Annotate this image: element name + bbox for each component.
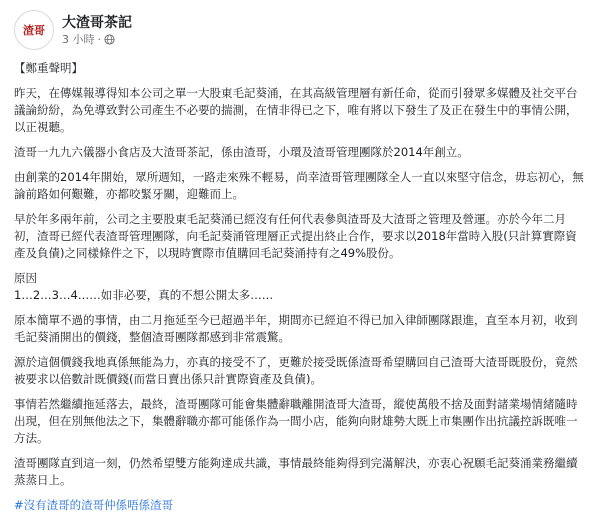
post-paragraph: 由創業的2014年開始，眾所週知，一路走來殊不輕易，尚幸渣哥管理團隊全人一直以來堅守信念，毋忘初心，無論前路如何艱難，亦都咬緊牙關，迎難而上。 bbox=[14, 170, 584, 201]
post-meta bbox=[62, 14, 132, 47]
post-paragraph: 昨天，在傳媒報導得知本公司之單一大股東毛記葵涌，在其高級管理層有新任命，從而引發眾多媒體及社交平台議論紛紛，為免導致對公司產生不必要的揣測，在情非得已之下，唯有將以下發生了及正在發生中的事情公開，以正視聽。 bbox=[14, 86, 578, 134]
globe-icon bbox=[104, 34, 115, 45]
post-paragraph: 原本簡單不過的事情，由二月拖延至今已超過半年，期間亦已經迫不得已加入律師團隊跟進，直至本月初，收到毛記葵涌開出的價錢，整個渣哥團隊都感到非常震驚。 bbox=[14, 313, 578, 344]
post-paragraph: 早於年多兩年前，公司之主要股東毛記葵涌已經沒有任何代表參與渣哥及大渣哥之管理及營運。亦於今年二月初，渣哥已經代表渣哥管理團隊，向毛記葵涌管理層正式提出終止合作，要求以2018年當時入股(只計算實際資產及負債)之同樣條件之下，以現時實際市值購回毛記葵涌持有之49%股份。 bbox=[14, 212, 577, 260]
avatar-logo-text: 渣哥 bbox=[23, 24, 45, 37]
post-paragraph: 渣哥一九九六儀器小食店及大渣哥茶記，係由渣哥，小環及渣哥管理團隊於2014年創立。 bbox=[14, 145, 469, 159]
post-title: 【鄭重聲明】 bbox=[14, 61, 83, 75]
post-paragraph: 事情若然繼續拖延落去，最終，渣哥團隊可能會集體辭職離開渣哥大渣哥，縱使萬般不捨及面對諸業場情緒隨時出現，但在別無他法之下，集體辭職亦都可能係作為一間小店，能夠向財雄勢大既上市集團作出抗議控訴既唯一方法。 bbox=[14, 397, 578, 445]
post-paragraph: 渣哥團隊直到這一刻，仍然希望雙方能夠達成共識，事情最終能夠得到完滿解決，亦衷心祝願毛記葵涌業務繼續蒸蒸日上。 bbox=[14, 456, 578, 487]
avatar[interactable] bbox=[14, 10, 54, 50]
page-name[interactable]: 大渣哥茶記 bbox=[62, 14, 132, 31]
post-paragraph: 原因 1…2…3…4……如非必要，真的不想公開太多…… bbox=[14, 271, 274, 302]
post-paragraph: 源於這個價錢我地真係無能為力，亦真的接受不了，更難於接受既係渣哥希望購回自己渣哥大渣哥既股份，竟然被要求以倍數計既價錢(而當日賣出係只計實際資產及負債)。 bbox=[14, 355, 578, 386]
post-time[interactable]: 3 小時 bbox=[62, 32, 95, 46]
post-header bbox=[14, 10, 586, 50]
hashtag-link[interactable]: #沒有渣哥的渣哥仲係唔係渣哥 bbox=[14, 498, 174, 512]
post-subline bbox=[62, 32, 132, 47]
separator-dot: · bbox=[97, 32, 101, 46]
post-body bbox=[14, 60, 586, 514]
